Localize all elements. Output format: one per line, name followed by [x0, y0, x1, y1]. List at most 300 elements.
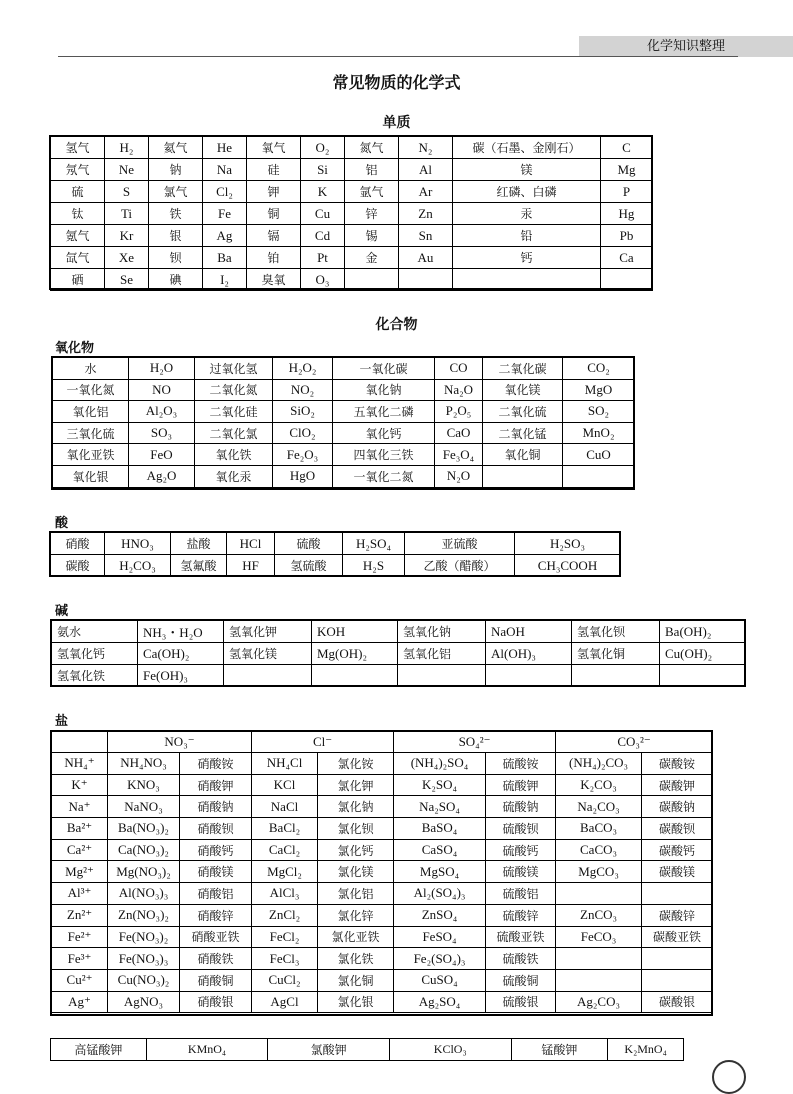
elements-cell: Al — [399, 159, 453, 181]
elements-cell: 钛 — [51, 203, 105, 225]
salts-row — [52, 926, 713, 948]
salts-cell: 硫酸锌 — [486, 904, 556, 926]
oxides-cell: 氧化银 — [53, 465, 129, 487]
salts-corner-cell — [52, 732, 108, 753]
elements-cell: 硅 — [247, 159, 301, 181]
acids-row — [51, 555, 621, 577]
bases-row — [52, 665, 746, 687]
salts-cell: 氯化亚铁 — [318, 926, 394, 948]
compounds-heading: 化合物 — [375, 317, 418, 333]
salts-cell: K⁺ — [52, 774, 108, 796]
salts-cell: 碳酸钾 — [642, 774, 713, 796]
elements-cell: Se — [105, 269, 149, 291]
salts-cell: NaCl — [252, 796, 318, 818]
salts-cell: 碳酸铵 — [642, 753, 713, 775]
bases-cell — [572, 665, 660, 687]
oxides-cell: 氧化钠 — [333, 379, 435, 401]
elements-cell: 氙气 — [51, 247, 105, 269]
bases-cell — [312, 665, 398, 687]
elements-cell: K — [301, 181, 345, 203]
salts-cell: 碳酸亚铁 — [642, 926, 713, 948]
salts-cell: KNO₃ — [108, 774, 180, 796]
salts-cell: BaCO₃ — [556, 818, 642, 840]
oxides-row — [53, 444, 635, 466]
salts-cell: 硝酸锌 — [180, 904, 252, 926]
bases-cell — [660, 665, 746, 687]
salts-cell: 氯化银 — [318, 991, 394, 1013]
salts-cell: Fe₂(SO₄)₃ — [394, 948, 486, 970]
bases-row — [52, 643, 746, 665]
salts-cell: Na⁺ — [52, 796, 108, 818]
bases-cell: 氢氧化铝 — [398, 643, 486, 665]
elements-cell: 臭氧 — [247, 269, 301, 291]
salts-cell: 硫酸亚铁 — [486, 926, 556, 948]
salts-cell: 硝酸铁 — [180, 948, 252, 970]
salts-cell: 硫酸铜 — [486, 969, 556, 991]
elements-cell: 锌 — [345, 203, 399, 225]
elements-cell: 硫 — [51, 181, 105, 203]
elements-cell: 碳（石墨、金刚石） — [453, 137, 601, 159]
salts-cell: 硫酸钙 — [486, 839, 556, 861]
bases-cell: 氢氧化钙 — [52, 643, 138, 665]
salts-cell: NH₄NO₃ — [108, 753, 180, 775]
misc-cell: 高锰酸钾 — [51, 1039, 147, 1060]
oxides-cell: 二氧化硫 — [483, 401, 563, 423]
salts-cell: 氯化铵 — [318, 753, 394, 775]
elements-cell: 铝 — [345, 159, 399, 181]
elements-cell: 铅 — [453, 225, 601, 247]
salts-cell: 硫酸银 — [486, 991, 556, 1013]
elements-row — [51, 181, 653, 203]
bases-cell: Ca(OH)₂ — [138, 643, 224, 665]
misc-cell: KMnO₄ — [147, 1039, 269, 1060]
salts-cell: 碳酸钡 — [642, 818, 713, 840]
bases-cell: Fe(OH)₃ — [138, 665, 224, 687]
oxides-cell: 一氧化氮 — [53, 379, 129, 401]
salts-cell: 碳酸钠 — [642, 796, 713, 818]
oxides-cell: 氧化铝 — [53, 401, 129, 423]
bases-cell — [486, 665, 572, 687]
salts-cell: 氯化钡 — [318, 818, 394, 840]
bases-cell — [398, 665, 486, 687]
acids-cell: 氢硫酸 — [275, 555, 343, 577]
oxides-row — [53, 379, 635, 401]
oxides-cell: 一氧化碳 — [333, 358, 435, 380]
salts-cell: K₂SO₄ — [394, 774, 486, 796]
salts-cell: Mg²⁺ — [52, 861, 108, 883]
oxides-cell: CuO — [563, 444, 635, 466]
salts-cell — [556, 948, 642, 970]
acids-table — [50, 532, 621, 577]
anion-header: SO₄²⁻ — [394, 732, 556, 753]
anion-header: CO₃²⁻ — [556, 732, 713, 753]
salts-cell: CaCO₃ — [556, 839, 642, 861]
bases-cell: 氢氧化钾 — [224, 621, 312, 643]
salts-cell: Ca(NO₃)₂ — [108, 839, 180, 861]
bases-cell: 氢氧化铜 — [572, 643, 660, 665]
salts-cell: 硝酸银 — [180, 991, 252, 1013]
elements-cell: 氯气 — [149, 181, 203, 203]
elements-cell: 氦气 — [149, 137, 203, 159]
salts-cell: 硫酸钠 — [486, 796, 556, 818]
bases-cell: Mg(OH)₂ — [312, 643, 398, 665]
oxides-cell: 过氧化氢 — [195, 358, 273, 380]
oxides-cell: SiO₂ — [273, 401, 333, 423]
salts-cell — [642, 883, 713, 905]
oxides-cell: CaO — [435, 422, 483, 444]
misc-cell: KClO₃ — [390, 1039, 512, 1060]
acids-cell: 盐酸 — [171, 533, 227, 555]
acids-cell: H₂CO₃ — [105, 555, 171, 577]
elements-cell: 氧气 — [247, 137, 301, 159]
salts-cell: 硫酸铵 — [486, 753, 556, 775]
bases-cell: NaOH — [486, 621, 572, 643]
elements-cell: Pb — [601, 225, 653, 247]
salts-cell: 氯化钠 — [318, 796, 394, 818]
salts-cell: FeCO₃ — [556, 926, 642, 948]
salts-cell: CaCl₂ — [252, 839, 318, 861]
oxides-cell: SO₃ — [129, 422, 195, 444]
salts-cell: AlCl₃ — [252, 883, 318, 905]
elements-cell: 镉 — [247, 225, 301, 247]
salts-row — [52, 948, 713, 970]
bases-cell: Cu(OH)₂ — [660, 643, 746, 665]
oxides-row — [53, 465, 635, 487]
elements-cell: 铂 — [247, 247, 301, 269]
salts-cell: Al(NO₃)₃ — [108, 883, 180, 905]
oxides-table — [52, 357, 635, 488]
header-rule — [58, 56, 738, 57]
salts-cell: 碳酸镁 — [642, 861, 713, 883]
salts-cell: 硫酸钾 — [486, 774, 556, 796]
salts-cell: Al₂(SO₄)₃ — [394, 883, 486, 905]
elements-row — [51, 269, 653, 291]
salts-cell: AgNO₃ — [108, 991, 180, 1013]
elements-cell — [601, 269, 653, 291]
salts-cell: Cu(NO₃)₂ — [108, 969, 180, 991]
salts-cell: 硝酸钾 — [180, 774, 252, 796]
salts-cell: Ag₂CO₃ — [556, 991, 642, 1013]
oxides-cell — [563, 465, 635, 487]
oxides-cell: 二氧化碳 — [483, 358, 563, 380]
salts-row — [52, 839, 713, 861]
page-corner-mark — [712, 1060, 746, 1094]
elements-table — [50, 136, 653, 291]
salts-cell: Zn²⁺ — [52, 904, 108, 926]
oxides-cell: 氧化钙 — [333, 422, 435, 444]
oxides-cell: H₂O — [129, 358, 195, 380]
salts-cell: NaNO₃ — [108, 796, 180, 818]
salts-row — [52, 774, 713, 796]
elements-cell: Ti — [105, 203, 149, 225]
salts-cell: 硝酸钠 — [180, 796, 252, 818]
salts-cell: 硫酸铁 — [486, 948, 556, 970]
oxides-cell: CO — [435, 358, 483, 380]
oxides-cell: Al₂O₃ — [129, 401, 195, 423]
oxides-cell: 氧化铜 — [483, 444, 563, 466]
salts-cell: Fe(NO₃)₃ — [108, 948, 180, 970]
salts-cell: 氯化铜 — [318, 969, 394, 991]
salts-cell: 硫酸铝 — [486, 883, 556, 905]
elements-cell: Cu — [301, 203, 345, 225]
elements-cell: O₃ — [301, 269, 345, 291]
elements-cell: Si — [301, 159, 345, 181]
acids-cell: CH₃COOH — [515, 555, 621, 577]
oxides-cell: FeO — [129, 444, 195, 466]
salts-table — [51, 731, 713, 1013]
salts-cell: 硫酸钡 — [486, 818, 556, 840]
oxides-cell: 五氧化二磷 — [333, 401, 435, 423]
salts-cell: ZnCl₂ — [252, 904, 318, 926]
salts-cell: CuCl₂ — [252, 969, 318, 991]
salts-cell: Na₂CO₃ — [556, 796, 642, 818]
elements-cell: 碘 — [149, 269, 203, 291]
oxides-cell: 一氧化二氮 — [333, 465, 435, 487]
elements-cell: Xe — [105, 247, 149, 269]
elements-cell: Ba — [203, 247, 247, 269]
salts-row — [52, 861, 713, 883]
misc-cell: 锰酸钾 — [512, 1039, 609, 1060]
elements-cell: I₂ — [203, 269, 247, 291]
oxides-cell: 三氧化硫 — [53, 422, 129, 444]
salts-cell: Fe³⁺ — [52, 948, 108, 970]
bases-cell: 氢氧化钠 — [398, 621, 486, 643]
salts-cell: 氯化铝 — [318, 883, 394, 905]
elements-heading: 单质 — [382, 115, 411, 131]
salts-cell: Na₂SO₄ — [394, 796, 486, 818]
salts-cell: AgCl — [252, 991, 318, 1013]
salts-cell: 硝酸铜 — [180, 969, 252, 991]
oxides-cell: Fe₃O₄ — [435, 444, 483, 466]
salts-cell — [642, 948, 713, 970]
elements-cell: Zn — [399, 203, 453, 225]
salts-cell: 氯化钾 — [318, 774, 394, 796]
bases-cell: NH₃・H₂O — [138, 621, 224, 643]
oxides-cell: 氧化汞 — [195, 465, 273, 487]
elements-cell: N₂ — [399, 137, 453, 159]
salts-cell: 碳酸银 — [642, 991, 713, 1013]
bases-table — [51, 620, 746, 687]
elements-cell: Mg — [601, 159, 653, 181]
salts-row — [52, 883, 713, 905]
page-title: 常见物质的化学式 — [332, 73, 461, 92]
elements-cell: Ag — [203, 225, 247, 247]
salts-cell: CaSO₄ — [394, 839, 486, 861]
salts-cell: (NH₄)₂CO₃ — [556, 753, 642, 775]
oxides-row — [53, 422, 635, 444]
acids-cell: HCl — [227, 533, 275, 555]
oxides-cell: CO₂ — [563, 358, 635, 380]
salts-cell: MgSO₄ — [394, 861, 486, 883]
misc-cell: K₂MnO₄ — [624, 1042, 667, 1056]
elements-cell: 钙 — [453, 247, 601, 269]
oxides-cell: NO — [129, 379, 195, 401]
acids-cell: 碳酸 — [51, 555, 105, 577]
elements-cell: Cd — [301, 225, 345, 247]
elements-cell: He — [203, 137, 247, 159]
anion-header: Cl⁻ — [252, 732, 394, 753]
oxides-cell: 氧化亚铁 — [53, 444, 129, 466]
oxides-cell: SO₂ — [563, 401, 635, 423]
elements-cell: Au — [399, 247, 453, 269]
bases-cell: 氨水 — [52, 621, 138, 643]
salts-row — [52, 991, 713, 1013]
elements-cell: C — [601, 137, 653, 159]
elements-cell: P — [601, 181, 653, 203]
salts-cell: 氯化铁 — [318, 948, 394, 970]
acids-cell: 氢氟酸 — [171, 555, 227, 577]
oxides-cell: 氧化镁 — [483, 379, 563, 401]
oxides-cell: MgO — [563, 379, 635, 401]
acids-cell: 乙酸（醋酸） — [405, 555, 515, 577]
salts-cell: MgCl₂ — [252, 861, 318, 883]
acids-cell: HF — [227, 555, 275, 577]
oxides-cell: 水 — [53, 358, 129, 380]
oxides-cell: NO₂ — [273, 379, 333, 401]
oxides-cell: Fe₂O₃ — [273, 444, 333, 466]
elements-cell: 硒 — [51, 269, 105, 291]
salts-cell: 硝酸铝 — [180, 883, 252, 905]
salts-cell: Cu²⁺ — [52, 969, 108, 991]
elements-cell: 氖气 — [51, 159, 105, 181]
oxides-cell: 氧化铁 — [195, 444, 273, 466]
salts-label: 盐 — [55, 714, 69, 729]
elements-cell: 钾 — [247, 181, 301, 203]
oxides-label: 氧化物 — [55, 341, 95, 356]
elements-cell: 锡 — [345, 225, 399, 247]
salts-cell — [556, 969, 642, 991]
acids-cell: HNO₃ — [105, 533, 171, 555]
salts-row — [52, 796, 713, 818]
bases-cell: KOH — [312, 621, 398, 643]
elements-cell — [453, 269, 601, 291]
salts-cell: 碳酸锌 — [642, 904, 713, 926]
elements-row — [51, 225, 653, 247]
salts-cell: ZnSO₄ — [394, 904, 486, 926]
elements-cell: S — [105, 181, 149, 203]
acids-label: 酸 — [55, 516, 69, 531]
salts-cell: Ba(NO₃)₂ — [108, 818, 180, 840]
bases-cell: 氢氧化钡 — [572, 621, 660, 643]
bases-cell: 氢氧化铁 — [52, 665, 138, 687]
oxides-cell: HgO — [273, 465, 333, 487]
oxides-cell: 二氧化锰 — [483, 422, 563, 444]
oxides-cell: 二氧化氯 — [195, 422, 273, 444]
elements-cell: 金 — [345, 247, 399, 269]
oxides-cell: MnO₂ — [563, 422, 635, 444]
oxides-cell: Ag₂O — [129, 465, 195, 487]
salts-row — [52, 753, 713, 775]
salts-cell: FeCl₂ — [252, 926, 318, 948]
elements-cell: 红磷、白磷 — [453, 181, 601, 203]
salts-cell: 硫酸镁 — [486, 861, 556, 883]
salts-cell: Mg(NO₃)₂ — [108, 861, 180, 883]
elements-cell: Cl₂ — [203, 181, 247, 203]
elements-cell: 铜 — [247, 203, 301, 225]
oxides-cell: H₂O₂ — [273, 358, 333, 380]
salts-cell: Ag₂SO₄ — [394, 991, 486, 1013]
oxides-cell: ClO₂ — [273, 422, 333, 444]
elements-cell: 汞 — [453, 203, 601, 225]
oxides-cell: 二氧化硅 — [195, 401, 273, 423]
salts-cell: FeCl₃ — [252, 948, 318, 970]
elements-cell: Na — [203, 159, 247, 181]
bases-cell — [224, 665, 312, 687]
oxides-row — [53, 358, 635, 380]
salts-cell: BaCl₂ — [252, 818, 318, 840]
elements-cell: 氪气 — [51, 225, 105, 247]
salts-cell: Fe(NO₃)₂ — [108, 926, 180, 948]
salts-cell: 硝酸亚铁 — [180, 926, 252, 948]
elements-cell: 钡 — [149, 247, 203, 269]
elements-cell: Fe — [203, 203, 247, 225]
salts-cell: MgCO₃ — [556, 861, 642, 883]
salts-cell: Al³⁺ — [52, 883, 108, 905]
elements-row — [51, 159, 653, 181]
elements-cell: Hg — [601, 203, 653, 225]
salts-cell — [556, 883, 642, 905]
salts-cell: 硝酸钡 — [180, 818, 252, 840]
elements-cell: Kr — [105, 225, 149, 247]
acids-cell: 硫酸 — [275, 533, 343, 555]
misc-salts-row — [50, 1038, 684, 1061]
elements-cell — [399, 269, 453, 291]
elements-cell: 氩气 — [345, 181, 399, 203]
salts-cell: 碳酸钙 — [642, 839, 713, 861]
oxides-cell: 四氧化三铁 — [333, 444, 435, 466]
salts-cell: NH₄Cl — [252, 753, 318, 775]
salts-cell: Ba²⁺ — [52, 818, 108, 840]
salts-cell: 氯化钙 — [318, 839, 394, 861]
elements-cell — [345, 269, 399, 291]
elements-cell: Ne — [105, 159, 149, 181]
anion-header: NO₃⁻ — [108, 732, 252, 753]
bases-row — [52, 621, 746, 643]
elements-cell: 铁 — [149, 203, 203, 225]
bases-label: 碱 — [55, 604, 69, 619]
elements-row — [51, 247, 653, 269]
salts-cell: Fe²⁺ — [52, 926, 108, 948]
elements-cell: Ca — [601, 247, 653, 269]
acids-cell: 硝酸 — [51, 533, 105, 555]
salts-cell: Ag⁺ — [52, 991, 108, 1013]
misc-cell: 氯酸钾 — [268, 1039, 390, 1060]
elements-cell: 银 — [149, 225, 203, 247]
header-tab: 化学知识整理 — [579, 36, 793, 57]
acids-cell: H₂SO₄ — [343, 533, 405, 555]
oxides-cell: 二氧化氮 — [195, 379, 273, 401]
salts-cell: 硝酸镁 — [180, 861, 252, 883]
oxides-cell — [483, 465, 563, 487]
elements-cell: Pt — [301, 247, 345, 269]
elements-row — [51, 203, 653, 225]
salts-cell: (NH₄)₂SO₄ — [394, 753, 486, 775]
acids-cell: H₂SO₃ — [515, 533, 621, 555]
oxides-row — [53, 401, 635, 423]
elements-cell: Ar — [399, 181, 453, 203]
oxides-cell: Na₂O — [435, 379, 483, 401]
elements-row — [51, 137, 653, 159]
bases-cell: Ba(OH)₂ — [660, 621, 746, 643]
elements-cell: O₂ — [301, 137, 345, 159]
bases-cell: Al(OH)₃ — [486, 643, 572, 665]
salts-cell: KCl — [252, 774, 318, 796]
salts-cell: 氯化锌 — [318, 904, 394, 926]
acids-cell: 亚硫酸 — [405, 533, 515, 555]
salts-cell: NH₄⁺ — [52, 753, 108, 775]
salts-cell: Zn(NO₃)₂ — [108, 904, 180, 926]
salts-cell: Ca²⁺ — [52, 839, 108, 861]
